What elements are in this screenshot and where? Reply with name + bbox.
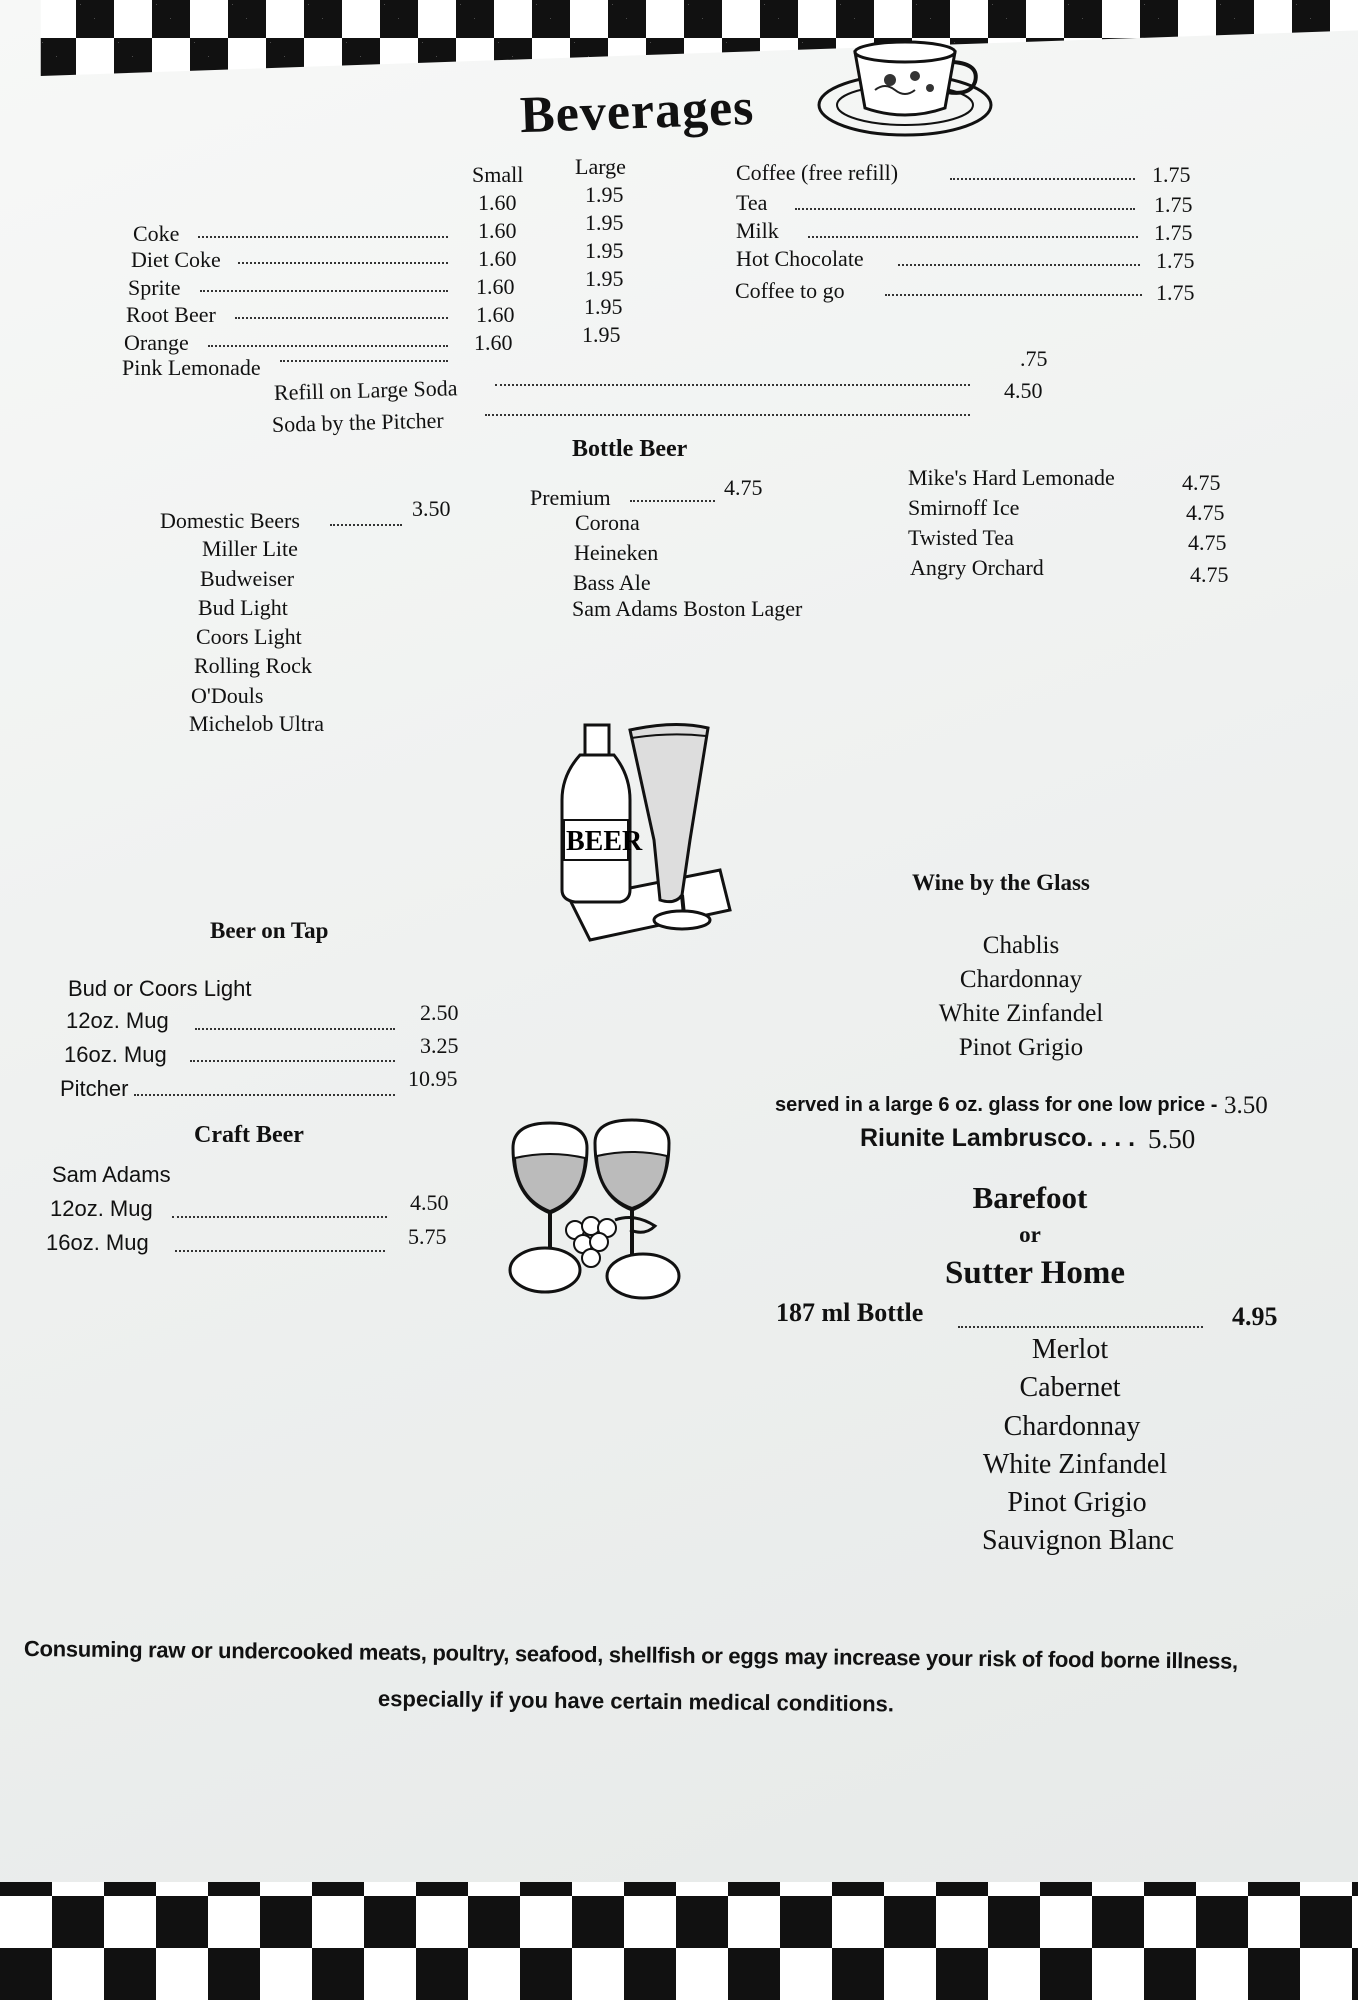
soda-large-price: 1.95 (585, 210, 624, 235)
wine-glass-item: White Zinfandel (938, 1000, 1104, 1027)
domestic-beers-price: 3.50 (412, 496, 451, 521)
tap-item-price: 2.50 (420, 1000, 459, 1025)
premium-beer-item: Sam Adams Boston Lager (572, 596, 803, 621)
disclaimer-line-2: especially if you have certain medical conditions. (377, 1686, 895, 1717)
soda-large-price: 1.95 (585, 266, 624, 291)
other-bottle-price: 4.75 (1190, 562, 1229, 587)
wine-glass-item: Chardonnay (959, 966, 1083, 993)
soda-name: Sprite (128, 275, 181, 300)
hot-drink-price: 1.75 (1154, 192, 1193, 217)
wine-glasses-icon (505, 1118, 690, 1303)
domestic-beer-item: O'Douls (191, 683, 264, 708)
domestic-beer-item: Michelob Ultra (189, 711, 325, 736)
craft-item-name: 12oz. Mug (50, 1196, 153, 1221)
craft-item-price: 4.50 (410, 1190, 449, 1215)
bottle-wine-item: Pinot Grigio (1007, 1487, 1147, 1518)
domestic-beer-item: Miller Lite (202, 536, 298, 561)
wine-glass-note-price: 3.50 (1224, 1092, 1268, 1119)
domestic-beer-item: Rolling Rock (194, 653, 312, 678)
domestic-beers-label: Domestic Beers (160, 508, 300, 533)
craft-beer-sub: Sam Adams (52, 1162, 171, 1187)
wine-glass-item: Chablis (982, 932, 1060, 959)
disclaimer-line-1: Consuming raw or undercooked meats, poultry, seafood, shellfish or eggs may increase your risk of food borne illness, (23, 1636, 1238, 1674)
other-bottle-name: Mike's Hard Lemonade (908, 465, 1115, 490)
hot-drink-price: 1.75 (1154, 220, 1193, 245)
beer-bottle-glass-icon (550, 720, 750, 945)
tap-item-price: 10.95 (408, 1066, 458, 1091)
premium-label: Premium (530, 485, 611, 510)
other-bottle-name: Twisted Tea (908, 525, 1014, 550)
wine-glass-note: served in a large 6 oz. glass for one low price - (775, 1094, 1218, 1116)
domestic-beer-item: Budweiser (200, 566, 295, 591)
tap-item-price: 3.25 (420, 1033, 459, 1058)
soda-large-price: 1.95 (582, 322, 621, 347)
beer-on-tap-sub: Bud or Coors Light (68, 976, 252, 1001)
other-bottle-price: 4.75 (1188, 530, 1227, 555)
soda-refill-label: Refill on Large Soda (273, 375, 458, 405)
tap-item-name: Pitcher (60, 1076, 129, 1101)
bottle-wine-item: Merlot (1031, 1334, 1109, 1365)
premium-beer-item: Heineken (574, 540, 659, 565)
bottle-wine-item: Sauvignon Blanc (981, 1525, 1175, 1556)
page-title: Beverages (519, 78, 756, 145)
other-bottle-price: 4.75 (1182, 470, 1221, 495)
soda-pitcher-price: 4.50 (1004, 378, 1043, 403)
premium-beer-item: Bass Ale (573, 570, 651, 595)
tap-item-name: 16oz. Mug (64, 1042, 167, 1067)
checker-border-top (0, 0, 1358, 76)
premium-price: 4.75 (724, 475, 763, 500)
other-bottle-name: Smirnoff Ice (908, 495, 1020, 520)
other-bottle-price: 4.75 (1186, 500, 1225, 525)
domestic-beer-item: Coors Light (196, 624, 302, 649)
soda-name: Orange (124, 330, 189, 355)
soda-small-price: 1.60 (478, 218, 517, 243)
soda-small-price: 1.60 (478, 190, 517, 215)
soda-name: Root Beer (126, 302, 216, 327)
soda-name: Diet Coke (131, 247, 221, 272)
wine-glass-heading: Wine by the Glass (912, 870, 1090, 895)
bottle-wine-item: Chardonnay (1003, 1411, 1141, 1442)
tap-item-name: 12oz. Mug (66, 1008, 169, 1033)
bottle-wine-item: Cabernet (1019, 1372, 1121, 1403)
soda-large-price: 1.95 (585, 182, 624, 207)
soda-small-price: 1.60 (478, 246, 517, 271)
hot-drink-price: 1.75 (1156, 248, 1195, 273)
wine-glass-item: Pinot Grigio (958, 1034, 1084, 1061)
soda-small-price: 1.60 (476, 302, 515, 327)
other-bottle-name: Angry Orchard (910, 555, 1044, 580)
hot-drink-name: Milk (736, 218, 779, 243)
craft-item-price: 5.75 (408, 1224, 447, 1249)
hot-drink-price: 1.75 (1156, 280, 1195, 305)
soda-name: Pink Lemonade (122, 355, 261, 380)
coffee-cup-icon (815, 30, 995, 140)
soda-col-large: Large (575, 154, 626, 179)
soda-small-price: 1.60 (476, 274, 515, 299)
bottle-wine-item: White Zinfandel (982, 1449, 1168, 1480)
soda-name: Coke (133, 221, 180, 246)
soda-col-small: Small (472, 162, 524, 187)
lambrusco-label: Riunite Lambrusco. . . . (860, 1124, 1136, 1152)
craft-beer-heading: Craft Beer (194, 1122, 304, 1148)
hot-drink-name: Coffee to go (735, 278, 845, 303)
soda-large-price: 1.95 (585, 238, 624, 263)
wine-bottle-price: 4.95 (1232, 1302, 1278, 1331)
checker-border-bottom (0, 1882, 1358, 2000)
wine-bottle-label: 187 ml Bottle (776, 1298, 924, 1327)
hot-drink-name: Tea (736, 190, 768, 215)
beer-on-tap-heading: Beer on Tap (210, 918, 329, 943)
wine-brand-sutter-home: Sutter Home (945, 1255, 1125, 1291)
bottle-beer-heading: Bottle Beer (572, 436, 688, 462)
soda-pitcher-label: Soda by the Pitcher (271, 407, 444, 437)
wine-brand-barefoot: Barefoot (972, 1180, 1088, 1215)
wine-brand-or: or (1019, 1222, 1041, 1247)
hot-drink-price: 1.75 (1152, 162, 1191, 187)
soda-small-price: 1.60 (474, 330, 513, 355)
hot-drink-name: Hot Chocolate (736, 246, 864, 271)
svg-text:BEER: BEER (566, 826, 643, 857)
lambrusco-price: 5.50 (1148, 1124, 1196, 1154)
craft-item-name: 16oz. Mug (46, 1230, 149, 1255)
soda-large-price: 1.95 (584, 294, 623, 319)
premium-beer-item: Corona (575, 510, 640, 535)
hot-drink-name: Coffee (free refill) (736, 160, 899, 185)
soda-refill-price: .75 (1020, 346, 1048, 371)
domestic-beer-item: Bud Light (198, 595, 288, 620)
